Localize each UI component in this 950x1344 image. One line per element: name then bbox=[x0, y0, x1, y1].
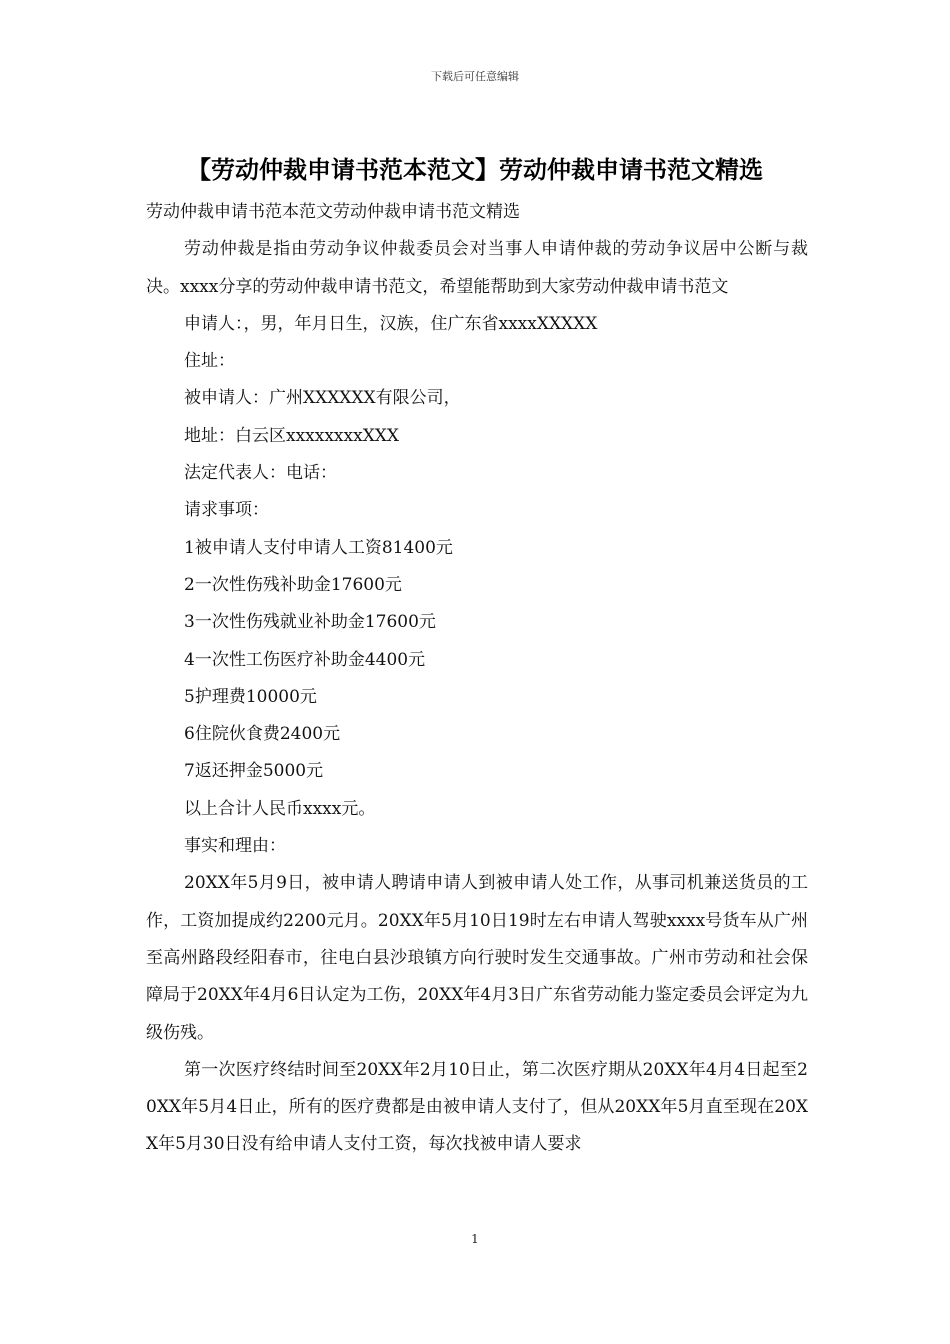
claims-heading: 请求事项： bbox=[184, 500, 269, 521]
header-note: 下载后可任意编辑 bbox=[431, 70, 519, 83]
applicant-line: 申请人：，男，年月日生，汉族，住广东省xxxxXXXXX bbox=[184, 313, 598, 334]
claim-item: 5护理费10000元 bbox=[184, 686, 317, 707]
facts-paragraph: 20XX年5月9日，被申请人聘请申请人到被申请人处工作，从事司机兼送货员的工作，工资加提成约2200元月。20XX年5月10日19时左右申请人驾驶xxxx号货车从广州至高州路段经阳春市，往电白县沙琅镇方向行驶时发生交通事故。广州市劳动和社会保障局于20XX年4月6日认定为工伤，20XX年4月3日广东省劳动能力鉴定委员会评定为九级伤残。 bbox=[146, 873, 808, 1043]
claim-item: 6住院伙食费2400元 bbox=[184, 724, 341, 745]
claim-item: 7返还押金5000元 bbox=[184, 761, 324, 782]
document-title: 【劳动仲裁申请书范本范文】劳动仲裁申请书范文精选 bbox=[187, 156, 763, 184]
claim-item: 3一次性伤残就业补助金17600元 bbox=[184, 612, 436, 633]
intro-paragraph: 劳动仲裁是指由劳动争议仲裁委员会对当事人申请仲裁的劳动争议居中公断与裁决。xxxx分享的劳动仲裁申请书范文，希望能帮助到大家劳动仲裁申请书范文 bbox=[146, 239, 808, 297]
respondent-line: 被申请人：广州XXXXXX有限公司， bbox=[184, 388, 461, 409]
legal-representative-line: 法定代表人：电话： bbox=[184, 463, 337, 484]
address-line: 住址： bbox=[184, 351, 235, 372]
respondent-address-line: 地址：白云区xxxxxxxxXXX bbox=[184, 425, 400, 446]
facts-heading: 事实和理由： bbox=[184, 836, 286, 857]
claim-item: 4一次性工伤医疗补助金4400元 bbox=[184, 649, 426, 670]
total-line: 以上合计人民币xxxx元。 bbox=[184, 798, 376, 819]
claim-item: 2一次性伤残补助金17600元 bbox=[184, 574, 402, 595]
claim-item: 1被申请人支付申请人工资81400元 bbox=[184, 537, 453, 558]
subtitle-line: 劳动仲裁申请书范本范文劳动仲裁申请书范文精选 bbox=[146, 202, 520, 222]
document-body bbox=[146, 194, 808, 1164]
page-number: 1 bbox=[471, 1232, 479, 1246]
medical-paragraph: 第一次医疗终结时间至20XX年2月10日止，第二次医疗期从20XX年4月4日起至20XX年5月4日止，所有的医疗费都是由被申请人支付了，但从20XX年5月直至现在20XX年5月30日没有给申请人支付工资，每次找被申请人要求 bbox=[146, 1059, 808, 1155]
